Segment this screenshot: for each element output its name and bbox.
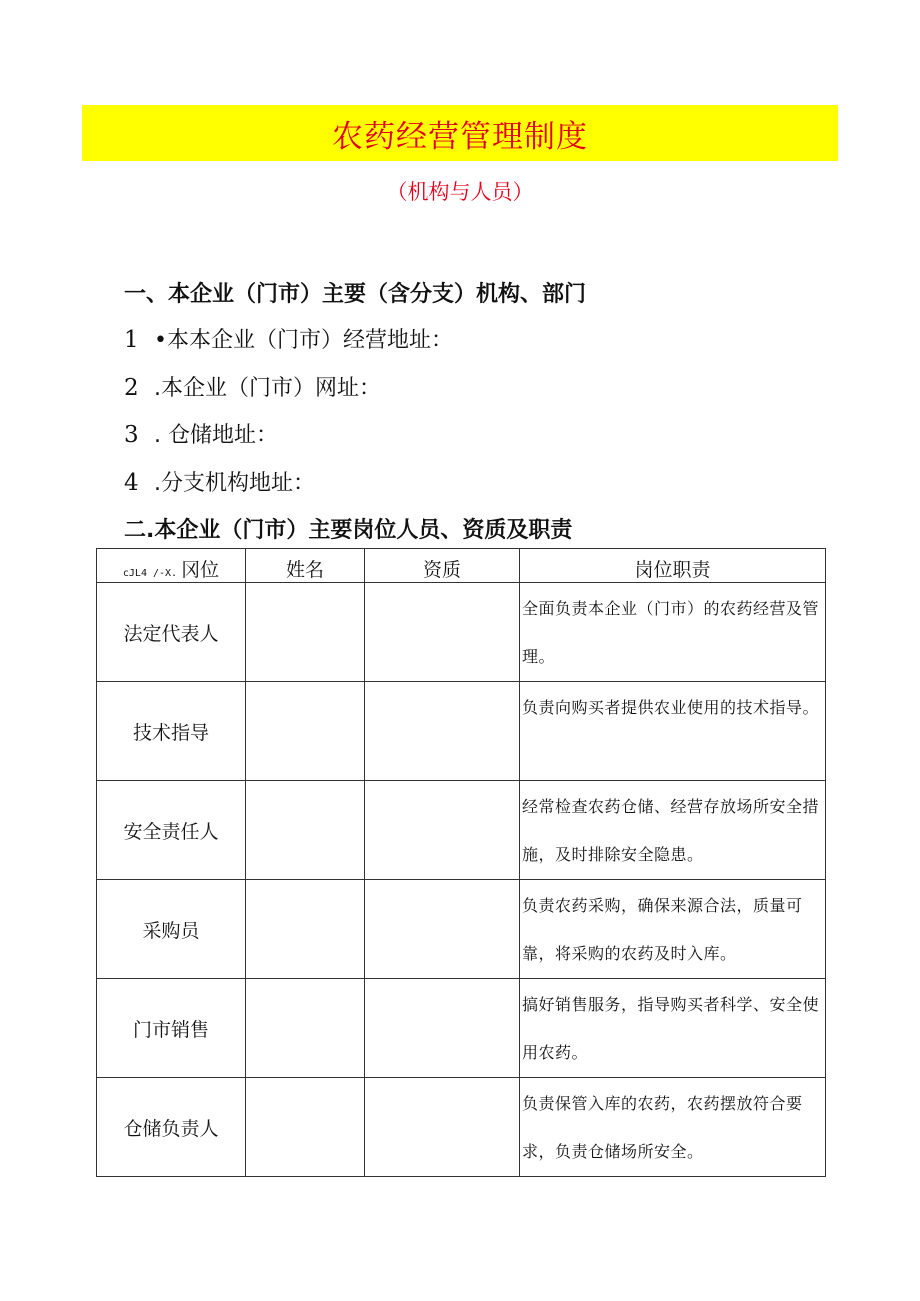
duty-cell: 全面负责本企业（门市）的农药经营及管理。: [520, 583, 826, 682]
name-cell: [246, 583, 365, 682]
role-cell: 采购员: [97, 880, 246, 979]
qualification-cell: [365, 682, 520, 781]
role-cell: 仓储负责人: [97, 1078, 246, 1177]
header-qualification: 资质: [365, 549, 520, 583]
item-text: .分支机构地址：: [154, 471, 315, 496]
role-cell: 门市销售: [97, 979, 246, 1078]
item-text: •本本企业（门市）经营地址：: [154, 328, 453, 353]
item-number: 1: [124, 327, 139, 353]
qualification-cell: [365, 781, 520, 880]
header-position-prefix: cJL4 /-X.: [122, 568, 178, 579]
duty-cell: 负责农药采购，确保来源合法，质量可靠，将采购的农药及时入库。: [520, 880, 826, 979]
name-cell: [246, 880, 365, 979]
section1-item-2: [124, 371, 381, 402]
table-row: [97, 583, 826, 682]
header-position: [97, 549, 246, 583]
header-name: 姓名: [246, 549, 365, 583]
header-position-label: 冈位: [181, 559, 220, 581]
section1-item-3: [124, 418, 278, 449]
table-row: [97, 880, 826, 979]
table-header-row: [97, 549, 826, 583]
qualification-cell: [365, 1078, 520, 1177]
role-cell: 法定代表人: [97, 583, 246, 682]
table-row: [97, 979, 826, 1078]
duty-cell: 负责向购买者提供农业使用的技术指导。: [520, 682, 826, 781]
name-cell: [246, 1078, 365, 1177]
qualification-cell: [365, 979, 520, 1078]
item-number: 4: [124, 470, 139, 496]
duty-cell: 经常检查农药仓储、经营存放场所安全措施，及时排除安全隐患。: [520, 781, 826, 880]
item-text: . 仓储地址：: [154, 423, 278, 448]
name-cell: [246, 781, 365, 880]
duty-cell: 负责保管入库的农药，农药摆放符合要求，负责仓储场所安全。: [520, 1078, 826, 1177]
role-cell: 技术指导: [97, 682, 246, 781]
item-text: .本企业（门市）网址：: [154, 376, 381, 401]
duty-cell: 搞好销售服务，指导购买者科学、安全使用农药。: [520, 979, 826, 1078]
name-cell: [246, 682, 365, 781]
item-number: 2: [124, 375, 139, 401]
table-row: [97, 682, 826, 781]
title-band: [82, 105, 838, 161]
item-number: 3: [124, 422, 139, 448]
header-duty: 岗位职责: [520, 549, 826, 583]
section2-heading: 二.本企业（门市）主要岗位人员、资质及职责: [124, 518, 573, 543]
role-cell: 安全责任人: [97, 781, 246, 880]
document-title: 农药经营管理制度: [332, 118, 588, 155]
document-subtitle: （机构与人员）: [386, 180, 534, 204]
section1-item-1: [124, 323, 453, 354]
name-cell: [246, 979, 365, 1078]
section1-item-4: [124, 466, 315, 497]
qualification-cell: [365, 880, 520, 979]
table-row: [97, 1078, 826, 1177]
duty-table: [96, 548, 826, 1177]
qualification-cell: [365, 583, 520, 682]
table-row: [97, 781, 826, 880]
section1-heading: 一、本企业（门市）主要（含分支）机构、部门: [124, 282, 587, 307]
